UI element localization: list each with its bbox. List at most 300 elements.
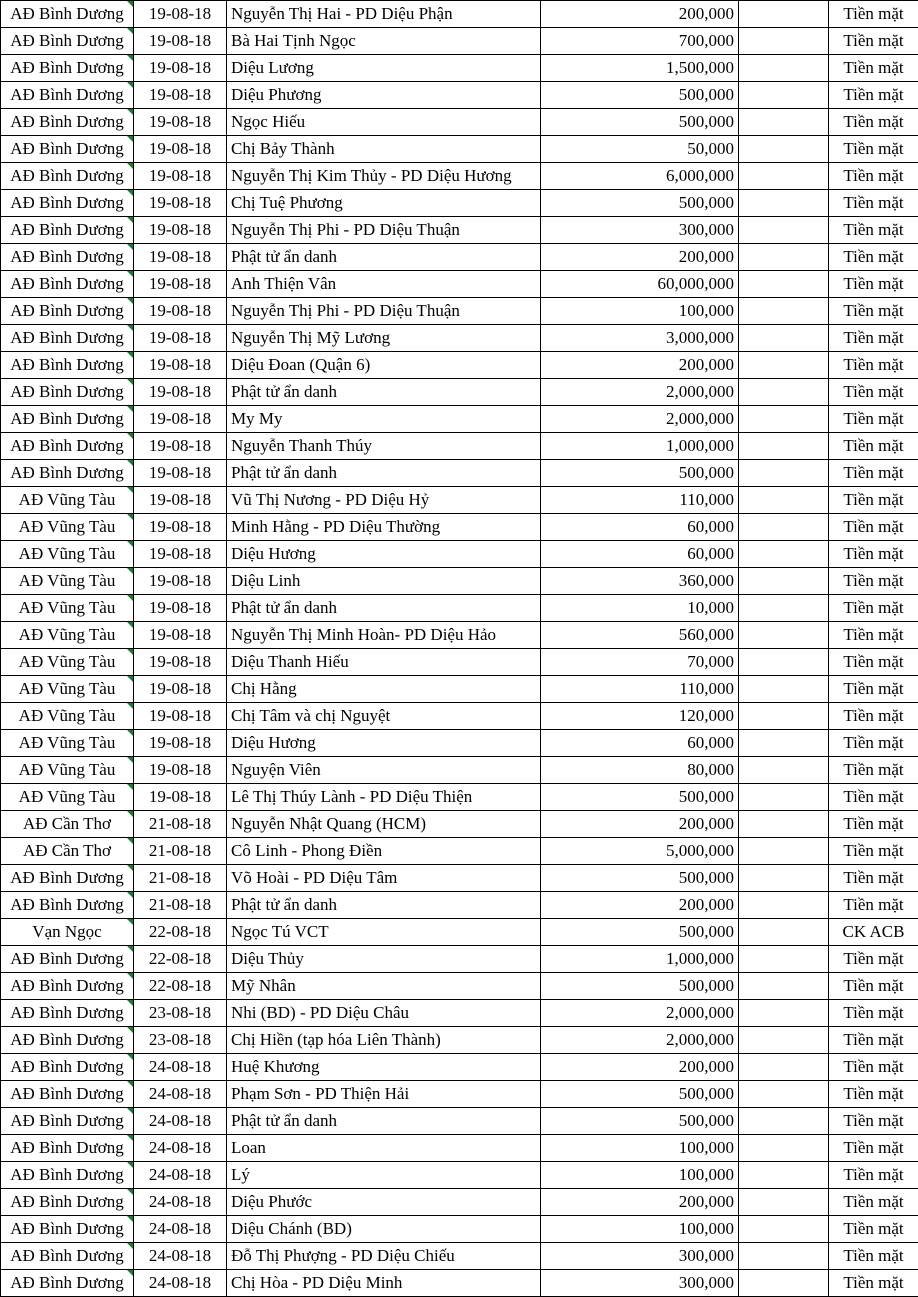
- amount-cell[interactable]: 1,000,000: [541, 946, 739, 973]
- note-cell[interactable]: [739, 271, 829, 298]
- donor-name-cell[interactable]: Phật tử ẩn danh: [227, 595, 541, 622]
- payment-method-cell[interactable]: Tiền mặt: [829, 1054, 918, 1081]
- donor-name-cell[interactable]: Diệu Lương: [227, 55, 541, 82]
- branch-cell[interactable]: AĐ Bình Dương: [1, 1, 134, 28]
- branch-cell[interactable]: AĐ Bình Dương: [1, 271, 134, 298]
- payment-method-cell[interactable]: Tiền mặt: [829, 1027, 918, 1054]
- amount-cell[interactable]: 200,000: [541, 811, 739, 838]
- note-cell[interactable]: [739, 1135, 829, 1162]
- date-cell[interactable]: 19-08-18: [134, 298, 227, 325]
- branch-cell[interactable]: AĐ Bình Dương: [1, 1054, 134, 1081]
- note-cell[interactable]: [739, 163, 829, 190]
- amount-cell[interactable]: 2,000,000: [541, 1000, 739, 1027]
- branch-cell[interactable]: AĐ Vũng Tàu: [1, 595, 134, 622]
- date-cell[interactable]: 19-08-18: [134, 487, 227, 514]
- payment-method-cell[interactable]: Tiền mặt: [829, 1162, 918, 1189]
- date-cell[interactable]: 24-08-18: [134, 1081, 227, 1108]
- payment-method-cell[interactable]: Tiền mặt: [829, 82, 918, 109]
- branch-cell[interactable]: AĐ Bình Dương: [1, 217, 134, 244]
- donor-name-cell[interactable]: Nhi (BD) - PD Diệu Châu: [227, 1000, 541, 1027]
- donor-name-cell[interactable]: Nguyện Viên: [227, 757, 541, 784]
- payment-method-cell[interactable]: Tiền mặt: [829, 865, 918, 892]
- payment-method-cell[interactable]: Tiền mặt: [829, 460, 918, 487]
- payment-method-cell[interactable]: Tiền mặt: [829, 298, 918, 325]
- branch-cell[interactable]: AĐ Bình Dương: [1, 298, 134, 325]
- branch-cell[interactable]: Vạn Ngọc: [1, 919, 134, 946]
- date-cell[interactable]: 19-08-18: [134, 595, 227, 622]
- note-cell[interactable]: [739, 892, 829, 919]
- date-cell[interactable]: 19-08-18: [134, 622, 227, 649]
- amount-cell[interactable]: 1,500,000: [541, 55, 739, 82]
- note-cell[interactable]: [739, 487, 829, 514]
- donor-name-cell[interactable]: Chị Tuệ Phương: [227, 190, 541, 217]
- note-cell[interactable]: [739, 136, 829, 163]
- branch-cell[interactable]: AĐ Bình Dương: [1, 190, 134, 217]
- note-cell[interactable]: [739, 838, 829, 865]
- donor-name-cell[interactable]: Huệ Khương: [227, 1054, 541, 1081]
- note-cell[interactable]: [739, 298, 829, 325]
- payment-method-cell[interactable]: Tiền mặt: [829, 649, 918, 676]
- note-cell[interactable]: [739, 946, 829, 973]
- donor-name-cell[interactable]: Phạm Sơn - PD Thiện Hải: [227, 1081, 541, 1108]
- payment-method-cell[interactable]: Tiền mặt: [829, 325, 918, 352]
- date-cell[interactable]: 22-08-18: [134, 973, 227, 1000]
- note-cell[interactable]: [739, 1216, 829, 1243]
- note-cell[interactable]: [739, 703, 829, 730]
- note-cell[interactable]: [739, 379, 829, 406]
- note-cell[interactable]: [739, 325, 829, 352]
- note-cell[interactable]: [739, 55, 829, 82]
- branch-cell[interactable]: AĐ Vũng Tàu: [1, 676, 134, 703]
- date-cell[interactable]: 24-08-18: [134, 1162, 227, 1189]
- amount-cell[interactable]: 300,000: [541, 217, 739, 244]
- donor-name-cell[interactable]: Anh Thiện Vân: [227, 271, 541, 298]
- date-cell[interactable]: 19-08-18: [134, 757, 227, 784]
- branch-cell[interactable]: AĐ Vũng Tàu: [1, 568, 134, 595]
- donor-name-cell[interactable]: Lý: [227, 1162, 541, 1189]
- amount-cell[interactable]: 500,000: [541, 460, 739, 487]
- branch-cell[interactable]: AĐ Bình Dương: [1, 1162, 134, 1189]
- note-cell[interactable]: [739, 1189, 829, 1216]
- donor-name-cell[interactable]: Chị Hằng: [227, 676, 541, 703]
- amount-cell[interactable]: 700,000: [541, 28, 739, 55]
- date-cell[interactable]: 23-08-18: [134, 1000, 227, 1027]
- donor-name-cell[interactable]: Diệu Phước: [227, 1189, 541, 1216]
- payment-method-cell[interactable]: Tiền mặt: [829, 136, 918, 163]
- table-row: [1, 190, 918, 217]
- note-cell[interactable]: [739, 865, 829, 892]
- table-row: [1, 946, 918, 973]
- date-cell[interactable]: 24-08-18: [134, 1270, 227, 1297]
- note-cell[interactable]: [739, 406, 829, 433]
- donor-name-cell[interactable]: Diệu Hương: [227, 541, 541, 568]
- branch-cell[interactable]: AĐ Bình Dương: [1, 433, 134, 460]
- date-cell[interactable]: 21-08-18: [134, 811, 227, 838]
- note-cell[interactable]: [739, 1108, 829, 1135]
- payment-method-cell[interactable]: Tiền mặt: [829, 757, 918, 784]
- table-row: [1, 244, 918, 271]
- amount-cell[interactable]: 2,000,000: [541, 379, 739, 406]
- date-cell[interactable]: 22-08-18: [134, 946, 227, 973]
- branch-cell[interactable]: AĐ Vũng Tàu: [1, 730, 134, 757]
- date-cell[interactable]: 24-08-18: [134, 1216, 227, 1243]
- note-cell[interactable]: [739, 811, 829, 838]
- branch-cell[interactable]: AĐ Bình Dương: [1, 946, 134, 973]
- amount-cell[interactable]: 300,000: [541, 1243, 739, 1270]
- donor-name-cell[interactable]: Diệu Chánh (BD): [227, 1216, 541, 1243]
- amount-cell[interactable]: 60,000: [541, 541, 739, 568]
- amount-cell[interactable]: 100,000: [541, 298, 739, 325]
- amount-cell[interactable]: 360,000: [541, 568, 739, 595]
- note-cell[interactable]: [739, 973, 829, 1000]
- date-cell[interactable]: 19-08-18: [134, 55, 227, 82]
- date-cell[interactable]: 19-08-18: [134, 109, 227, 136]
- payment-method-cell[interactable]: Tiền mặt: [829, 1081, 918, 1108]
- branch-cell[interactable]: AĐ Bình Dương: [1, 973, 134, 1000]
- branch-cell[interactable]: AĐ Bình Dương: [1, 1243, 134, 1270]
- payment-method-cell[interactable]: Tiền mặt: [829, 541, 918, 568]
- donor-name-cell[interactable]: Phật tử ẩn danh: [227, 379, 541, 406]
- payment-method-cell[interactable]: Tiền mặt: [829, 946, 918, 973]
- note-cell[interactable]: [739, 190, 829, 217]
- donor-name-cell[interactable]: Mỹ Nhân: [227, 973, 541, 1000]
- donor-name-cell[interactable]: Loan: [227, 1135, 541, 1162]
- date-cell[interactable]: 19-08-18: [134, 568, 227, 595]
- note-cell[interactable]: [739, 1, 829, 28]
- amount-cell[interactable]: 3,000,000: [541, 325, 739, 352]
- donor-name-cell[interactable]: Phật tử ẩn danh: [227, 892, 541, 919]
- donor-name-cell[interactable]: Vũ Thị Nương - PD Diệu Hỷ: [227, 487, 541, 514]
- payment-method-cell[interactable]: Tiền mặt: [829, 217, 918, 244]
- donor-name-cell[interactable]: Phật tử ẩn danh: [227, 1108, 541, 1135]
- amount-cell[interactable]: 500,000: [541, 1081, 739, 1108]
- note-cell[interactable]: [739, 514, 829, 541]
- branch-cell[interactable]: AĐ Bình Dương: [1, 865, 134, 892]
- donor-name-cell[interactable]: Ngọc Hiếu: [227, 109, 541, 136]
- payment-method-cell[interactable]: Tiền mặt: [829, 1, 918, 28]
- donor-name-cell[interactable]: Nguyễn Thị Phi - PD Diệu Thuận: [227, 217, 541, 244]
- date-cell[interactable]: 19-08-18: [134, 271, 227, 298]
- date-cell[interactable]: 19-08-18: [134, 649, 227, 676]
- branch-cell[interactable]: AĐ Bình Dương: [1, 82, 134, 109]
- amount-cell[interactable]: 500,000: [541, 919, 739, 946]
- branch-cell[interactable]: AĐ Bình Dương: [1, 352, 134, 379]
- note-cell[interactable]: [739, 919, 829, 946]
- date-cell[interactable]: 19-08-18: [134, 325, 227, 352]
- table-row: [1, 1054, 918, 1081]
- branch-cell[interactable]: AĐ Bình Dương: [1, 109, 134, 136]
- payment-method-cell[interactable]: Tiền mặt: [829, 1216, 918, 1243]
- branch-cell[interactable]: AĐ Vũng Tàu: [1, 541, 134, 568]
- branch-cell[interactable]: AĐ Bình Dương: [1, 163, 134, 190]
- payment-method-cell[interactable]: Tiền mặt: [829, 1000, 918, 1027]
- payment-method-cell[interactable]: Tiền mặt: [829, 622, 918, 649]
- payment-method-cell[interactable]: Tiền mặt: [829, 730, 918, 757]
- amount-cell[interactable]: 500,000: [541, 973, 739, 1000]
- branch-cell[interactable]: AĐ Vũng Tàu: [1, 622, 134, 649]
- branch-cell[interactable]: AĐ Bình Dương: [1, 460, 134, 487]
- amount-cell[interactable]: 200,000: [541, 352, 739, 379]
- payment-method-cell[interactable]: Tiền mặt: [829, 271, 918, 298]
- amount-cell[interactable]: 200,000: [541, 1, 739, 28]
- amount-cell[interactable]: 60,000,000: [541, 271, 739, 298]
- branch-cell[interactable]: AĐ Bình Dương: [1, 244, 134, 271]
- note-cell[interactable]: [739, 784, 829, 811]
- date-cell[interactable]: 21-08-18: [134, 838, 227, 865]
- donor-name-cell[interactable]: Chị Bảy Thành: [227, 136, 541, 163]
- branch-cell[interactable]: AĐ Bình Dương: [1, 28, 134, 55]
- branch-cell[interactable]: AĐ Bình Dương: [1, 1135, 134, 1162]
- note-cell[interactable]: [739, 1054, 829, 1081]
- payment-method-cell[interactable]: Tiền mặt: [829, 244, 918, 271]
- payment-method-cell[interactable]: Tiền mặt: [829, 433, 918, 460]
- donor-name-cell[interactable]: Phật tử ẩn danh: [227, 460, 541, 487]
- payment-method-cell[interactable]: Tiền mặt: [829, 676, 918, 703]
- table-row: [1, 1216, 918, 1243]
- amount-cell[interactable]: 70,000: [541, 649, 739, 676]
- note-cell[interactable]: [739, 1081, 829, 1108]
- note-cell[interactable]: [739, 28, 829, 55]
- note-cell[interactable]: [739, 217, 829, 244]
- note-cell[interactable]: [739, 1270, 829, 1297]
- payment-method-cell[interactable]: Tiền mặt: [829, 190, 918, 217]
- date-cell[interactable]: 19-08-18: [134, 703, 227, 730]
- donor-name-cell[interactable]: Diệu Thủy: [227, 946, 541, 973]
- note-cell[interactable]: [739, 82, 829, 109]
- note-cell[interactable]: [739, 568, 829, 595]
- branch-cell[interactable]: AĐ Cần Thơ: [1, 811, 134, 838]
- donor-name-cell[interactable]: Diệu Phương: [227, 82, 541, 109]
- payment-method-cell[interactable]: Tiền mặt: [829, 487, 918, 514]
- payment-method-cell[interactable]: Tiền mặt: [829, 55, 918, 82]
- date-cell[interactable]: 19-08-18: [134, 163, 227, 190]
- note-cell[interactable]: [739, 433, 829, 460]
- branch-cell[interactable]: AĐ Vũng Tàu: [1, 514, 134, 541]
- donor-name-cell[interactable]: Bà Hai Tịnh Ngọc: [227, 28, 541, 55]
- date-cell[interactable]: 19-08-18: [134, 676, 227, 703]
- donor-name-cell[interactable]: Nguyễn Thị Phi - PD Diệu Thuận: [227, 298, 541, 325]
- amount-cell[interactable]: 6,000,000: [541, 163, 739, 190]
- date-cell[interactable]: 21-08-18: [134, 892, 227, 919]
- date-cell[interactable]: 19-08-18: [134, 406, 227, 433]
- donor-name-cell[interactable]: Lê Thị Thúy Lành - PD Diệu Thiện: [227, 784, 541, 811]
- branch-cell[interactable]: AĐ Vũng Tàu: [1, 703, 134, 730]
- branch-cell[interactable]: AĐ Cần Thơ: [1, 838, 134, 865]
- amount-cell[interactable]: 560,000: [541, 622, 739, 649]
- note-cell[interactable]: [739, 622, 829, 649]
- payment-method-cell[interactable]: Tiền mặt: [829, 28, 918, 55]
- payment-method-cell[interactable]: Tiền mặt: [829, 406, 918, 433]
- date-cell[interactable]: 22-08-18: [134, 919, 227, 946]
- amount-cell[interactable]: 50,000: [541, 136, 739, 163]
- date-cell[interactable]: 19-08-18: [134, 244, 227, 271]
- branch-cell[interactable]: AĐ Bình Dương: [1, 1081, 134, 1108]
- amount-cell[interactable]: 200,000: [541, 892, 739, 919]
- branch-cell[interactable]: AĐ Bình Dương: [1, 406, 134, 433]
- payment-method-cell[interactable]: Tiền mặt: [829, 1243, 918, 1270]
- payment-method-cell[interactable]: Tiền mặt: [829, 1135, 918, 1162]
- payment-method-cell[interactable]: CK ACB: [829, 919, 918, 946]
- amount-cell[interactable]: 100,000: [541, 1135, 739, 1162]
- donor-name-cell[interactable]: Đỗ Thị Phượng - PD Diệu Chiếu: [227, 1243, 541, 1270]
- payment-method-cell[interactable]: Tiền mặt: [829, 973, 918, 1000]
- payment-method-cell[interactable]: Tiền mặt: [829, 1270, 918, 1297]
- branch-cell[interactable]: AĐ Bình Dương: [1, 892, 134, 919]
- note-cell[interactable]: [739, 730, 829, 757]
- amount-cell[interactable]: 110,000: [541, 487, 739, 514]
- donor-name-cell[interactable]: Cô Linh - Phong Điền: [227, 838, 541, 865]
- donor-name-cell[interactable]: Nguyễn Thanh Thúy: [227, 433, 541, 460]
- amount-cell[interactable]: 2,000,000: [541, 406, 739, 433]
- date-cell[interactable]: 19-08-18: [134, 1, 227, 28]
- donor-name-cell[interactable]: Nguyễn Thị Hai - PD Diệu Phận: [227, 1, 541, 28]
- branch-cell[interactable]: AĐ Bình Dương: [1, 1216, 134, 1243]
- donor-name-cell[interactable]: Diệu Hương: [227, 730, 541, 757]
- date-cell[interactable]: 19-08-18: [134, 217, 227, 244]
- payment-method-cell[interactable]: Tiền mặt: [829, 109, 918, 136]
- amount-cell[interactable]: 110,000: [541, 676, 739, 703]
- amount-cell[interactable]: 120,000: [541, 703, 739, 730]
- table-row: [1, 28, 918, 55]
- branch-cell[interactable]: AĐ Bình Dương: [1, 1189, 134, 1216]
- amount-cell[interactable]: 80,000: [541, 757, 739, 784]
- amount-cell[interactable]: 500,000: [541, 109, 739, 136]
- note-cell[interactable]: [739, 676, 829, 703]
- amount-cell[interactable]: 200,000: [541, 1054, 739, 1081]
- payment-method-cell[interactable]: Tiền mặt: [829, 892, 918, 919]
- branch-cell[interactable]: AĐ Bình Dương: [1, 55, 134, 82]
- date-cell[interactable]: 19-08-18: [134, 460, 227, 487]
- payment-method-cell[interactable]: Tiền mặt: [829, 514, 918, 541]
- branch-cell[interactable]: AĐ Bình Dương: [1, 325, 134, 352]
- note-cell[interactable]: [739, 649, 829, 676]
- donor-name-cell[interactable]: Diệu Đoan (Quận 6): [227, 352, 541, 379]
- branch-cell[interactable]: AĐ Bình Dương: [1, 136, 134, 163]
- table-row: [1, 1135, 918, 1162]
- table-row: [1, 55, 918, 82]
- note-cell[interactable]: [739, 460, 829, 487]
- date-cell[interactable]: 19-08-18: [134, 541, 227, 568]
- donor-name-cell[interactable]: My My: [227, 406, 541, 433]
- payment-method-cell[interactable]: Tiền mặt: [829, 1189, 918, 1216]
- amount-cell[interactable]: 500,000: [541, 865, 739, 892]
- branch-cell[interactable]: AĐ Bình Dương: [1, 1270, 134, 1297]
- payment-method-cell[interactable]: Tiền mặt: [829, 595, 918, 622]
- amount-cell[interactable]: 500,000: [541, 190, 739, 217]
- date-cell[interactable]: 24-08-18: [134, 1054, 227, 1081]
- table-row: [1, 622, 918, 649]
- donor-name-cell[interactable]: Nguyễn Thị Mỹ Lương: [227, 325, 541, 352]
- note-cell[interactable]: [739, 1243, 829, 1270]
- note-cell[interactable]: [739, 352, 829, 379]
- note-cell[interactable]: [739, 1162, 829, 1189]
- amount-cell[interactable]: 1,000,000: [541, 433, 739, 460]
- date-cell[interactable]: 19-08-18: [134, 352, 227, 379]
- branch-cell[interactable]: AĐ Bình Dương: [1, 379, 134, 406]
- payment-method-cell[interactable]: Tiền mặt: [829, 784, 918, 811]
- date-cell[interactable]: 19-08-18: [134, 433, 227, 460]
- amount-cell[interactable]: 200,000: [541, 1189, 739, 1216]
- note-cell[interactable]: [739, 757, 829, 784]
- amount-cell[interactable]: 10,000: [541, 595, 739, 622]
- table-row: [1, 676, 918, 703]
- donor-name-cell[interactable]: Minh Hằng - PD Diệu Thường: [227, 514, 541, 541]
- payment-method-cell[interactable]: Tiền mặt: [829, 838, 918, 865]
- payment-method-cell[interactable]: Tiền mặt: [829, 703, 918, 730]
- payment-method-cell[interactable]: Tiền mặt: [829, 811, 918, 838]
- payment-method-cell[interactable]: Tiền mặt: [829, 1108, 918, 1135]
- date-cell[interactable]: 24-08-18: [134, 1243, 227, 1270]
- donor-name-cell[interactable]: Diệu Linh: [227, 568, 541, 595]
- date-cell[interactable]: 19-08-18: [134, 784, 227, 811]
- amount-cell[interactable]: 500,000: [541, 82, 739, 109]
- branch-cell[interactable]: AĐ Bình Dương: [1, 1108, 134, 1135]
- amount-cell[interactable]: 200,000: [541, 244, 739, 271]
- payment-method-cell[interactable]: Tiền mặt: [829, 379, 918, 406]
- note-cell[interactable]: [739, 541, 829, 568]
- date-cell[interactable]: 24-08-18: [134, 1189, 227, 1216]
- note-cell[interactable]: [739, 109, 829, 136]
- table-row: [1, 784, 918, 811]
- donor-name-cell[interactable]: Nguyễn Nhật Quang (HCM): [227, 811, 541, 838]
- amount-cell[interactable]: 60,000: [541, 514, 739, 541]
- amount-cell[interactable]: 500,000: [541, 784, 739, 811]
- donor-name-cell[interactable]: Diệu Thanh Hiếu: [227, 649, 541, 676]
- note-cell[interactable]: [739, 1000, 829, 1027]
- donor-name-cell[interactable]: Nguyễn Thị Minh Hoàn- PD Diệu Hảo: [227, 622, 541, 649]
- donor-name-cell[interactable]: Chị Hòa - PD Diệu Minh: [227, 1270, 541, 1297]
- amount-cell[interactable]: 60,000: [541, 730, 739, 757]
- donor-name-cell[interactable]: Chị Hiền (tạp hóa Liên Thành): [227, 1027, 541, 1054]
- date-cell[interactable]: 24-08-18: [134, 1135, 227, 1162]
- date-cell[interactable]: 19-08-18: [134, 190, 227, 217]
- date-cell[interactable]: 23-08-18: [134, 1027, 227, 1054]
- donor-name-cell[interactable]: Ngọc Tú VCT: [227, 919, 541, 946]
- payment-method-cell[interactable]: Tiền mặt: [829, 352, 918, 379]
- date-cell[interactable]: 24-08-18: [134, 1108, 227, 1135]
- date-cell[interactable]: 19-08-18: [134, 514, 227, 541]
- note-cell[interactable]: [739, 244, 829, 271]
- branch-cell[interactable]: AĐ Vũng Tàu: [1, 649, 134, 676]
- amount-cell[interactable]: 500,000: [541, 1108, 739, 1135]
- donor-name-cell[interactable]: Võ Hoài - PD Diệu Tâm: [227, 865, 541, 892]
- branch-cell[interactable]: AĐ Vũng Tàu: [1, 487, 134, 514]
- date-cell[interactable]: 19-08-18: [134, 730, 227, 757]
- branch-cell[interactable]: AĐ Vũng Tàu: [1, 784, 134, 811]
- donor-name-cell[interactable]: Nguyễn Thị Kim Thủy - PD Diệu Hương: [227, 163, 541, 190]
- payment-method-cell[interactable]: Tiền mặt: [829, 568, 918, 595]
- amount-cell[interactable]: 100,000: [541, 1216, 739, 1243]
- amount-cell[interactable]: 2,000,000: [541, 1027, 739, 1054]
- amount-cell[interactable]: 300,000: [541, 1270, 739, 1297]
- date-cell[interactable]: 19-08-18: [134, 28, 227, 55]
- donor-name-cell[interactable]: Chị Tâm và chị Nguyệt: [227, 703, 541, 730]
- date-cell[interactable]: 19-08-18: [134, 379, 227, 406]
- amount-cell[interactable]: 100,000: [541, 1162, 739, 1189]
- table-row: [1, 487, 918, 514]
- date-cell[interactable]: 21-08-18: [134, 865, 227, 892]
- branch-cell[interactable]: AĐ Bình Dương: [1, 1000, 134, 1027]
- note-cell[interactable]: [739, 1027, 829, 1054]
- note-cell[interactable]: [739, 595, 829, 622]
- payment-method-cell[interactable]: Tiền mặt: [829, 163, 918, 190]
- date-cell[interactable]: 19-08-18: [134, 136, 227, 163]
- branch-cell[interactable]: AĐ Vũng Tàu: [1, 757, 134, 784]
- amount-cell[interactable]: 5,000,000: [541, 838, 739, 865]
- date-cell[interactable]: 19-08-18: [134, 82, 227, 109]
- donor-name-cell[interactable]: Phật tử ẩn danh: [227, 244, 541, 271]
- branch-cell[interactable]: AĐ Bình Dương: [1, 1027, 134, 1054]
